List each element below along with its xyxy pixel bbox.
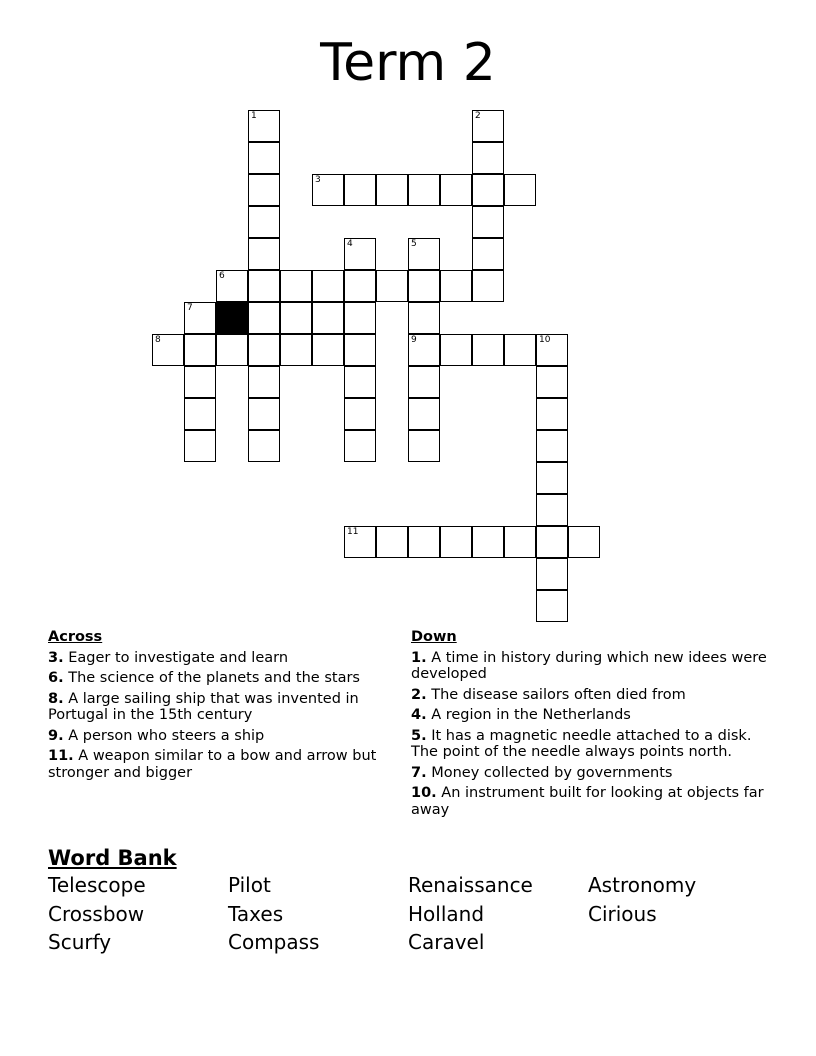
- grid-cell[interactable]: [536, 526, 568, 558]
- grid-cell[interactable]: [536, 430, 568, 462]
- clue-number-label: 6: [219, 271, 225, 281]
- word-bank-item: Renaissance: [408, 873, 533, 897]
- down-heading: Down: [411, 629, 457, 645]
- down-clue-4: [411, 707, 771, 724]
- clue-text: A region in the Netherlands: [431, 707, 631, 723]
- grid-cell[interactable]: [440, 174, 472, 206]
- clue-text: A person who steers a ship: [68, 727, 265, 744]
- grid-cell[interactable]: [344, 302, 376, 334]
- grid-cell[interactable]: [440, 526, 472, 558]
- clue-number-label: 4: [347, 239, 353, 249]
- grid-cell[interactable]: [536, 462, 568, 494]
- clue-number: 5.: [411, 727, 427, 744]
- grid-cell[interactable]: [536, 558, 568, 590]
- grid-cell[interactable]: [248, 174, 280, 206]
- clue-text: A large sailing ship that was invented in Portugal in the 15th century: [48, 690, 359, 723]
- down-clue-5: [411, 728, 771, 761]
- grid-cell[interactable]: [312, 174, 344, 206]
- grid-cell[interactable]: [184, 334, 216, 366]
- grid-cell[interactable]: [472, 270, 504, 302]
- grid-cell[interactable]: [472, 110, 504, 142]
- grid-cell[interactable]: [472, 174, 504, 206]
- grid-cell[interactable]: [536, 494, 568, 526]
- clue-text: A time in history during which new idees were developed: [411, 649, 767, 682]
- grid-cell[interactable]: [408, 270, 440, 302]
- puzzle-title: Term 2: [320, 33, 496, 93]
- grid-cell[interactable]: [440, 270, 472, 302]
- grid-cell[interactable]: [184, 430, 216, 462]
- word-bank-item: Pilot: [228, 873, 271, 897]
- grid-cell[interactable]: [216, 270, 248, 302]
- grid-cell[interactable]: [472, 142, 504, 174]
- word-bank-item: Compass: [228, 930, 320, 954]
- word-bank-item: Cirious: [588, 901, 657, 926]
- word-bank-item: Scurfy: [48, 930, 112, 954]
- grid-cell[interactable]: [536, 590, 568, 622]
- grid-cell[interactable]: [344, 398, 376, 430]
- grid-cell[interactable]: [472, 206, 504, 238]
- grid-cell[interactable]: [408, 174, 440, 206]
- grid-cell[interactable]: [376, 270, 408, 302]
- black-square: [216, 302, 248, 334]
- clue-number: 3.: [48, 649, 64, 666]
- grid-cell[interactable]: [504, 526, 536, 558]
- grid-cell[interactable]: [216, 334, 248, 366]
- grid-cell[interactable]: [248, 206, 280, 238]
- clue-number: 11.: [48, 748, 74, 764]
- clue-number-label: 9: [411, 335, 417, 345]
- word-bank-item: Caravel: [408, 930, 485, 954]
- word-bank-item: Holland: [408, 901, 485, 926]
- grid-cell[interactable]: [408, 238, 440, 270]
- clue-number: 6.: [48, 670, 64, 686]
- across-clues: [48, 629, 393, 785]
- grid-cell[interactable]: [536, 398, 568, 430]
- clue-number: 8.: [48, 690, 64, 707]
- grid-cell[interactable]: [408, 334, 440, 366]
- grid-cell[interactable]: [280, 302, 312, 334]
- grid-cell[interactable]: [248, 238, 280, 270]
- grid-cell[interactable]: [472, 526, 504, 558]
- grid-cell[interactable]: [472, 334, 504, 366]
- grid-cell[interactable]: [280, 334, 312, 366]
- grid-cell[interactable]: [376, 526, 408, 558]
- grid-cell[interactable]: [344, 238, 376, 270]
- grid-cell[interactable]: [184, 366, 216, 398]
- grid-cell[interactable]: [536, 334, 568, 366]
- across-clue-11: [48, 748, 393, 781]
- clue-text: A weapon similar to a bow and arrow but stronger and bigger: [48, 748, 377, 781]
- word-bank-item: Telescope: [48, 873, 146, 897]
- clue-number-label: 3: [315, 175, 321, 185]
- grid-cell[interactable]: [408, 526, 440, 558]
- down-clue-1: [411, 650, 771, 683]
- across-clue-9: [48, 728, 393, 745]
- grid-cell[interactable]: [408, 366, 440, 398]
- clue-number: 10.: [411, 785, 437, 801]
- grid-cell[interactable]: [408, 430, 440, 462]
- grid-cell[interactable]: [536, 366, 568, 398]
- clue-text: The science of the planets and the stars: [68, 670, 360, 686]
- grid-cell[interactable]: [312, 334, 344, 366]
- grid-cell[interactable]: [408, 398, 440, 430]
- word-bank-item: Crossbow: [48, 901, 145, 926]
- grid-cell[interactable]: [248, 270, 280, 302]
- grid-cell[interactable]: [472, 238, 504, 270]
- grid-cell[interactable]: [440, 334, 472, 366]
- down-clue-2: [411, 687, 771, 704]
- grid-cell[interactable]: [344, 366, 376, 398]
- grid-cell[interactable]: [344, 174, 376, 206]
- grid-cell[interactable]: [344, 270, 376, 302]
- clue-text: Eager to investigate and learn: [68, 649, 289, 666]
- clue-text: An instrument built for looking at objects far away: [411, 785, 764, 818]
- word-bank-title: Word Bank: [48, 846, 177, 870]
- down-clues: [411, 629, 771, 822]
- grid-cell[interactable]: [504, 174, 536, 206]
- grid-cell[interactable]: [312, 270, 344, 302]
- clue-number-label: 11: [347, 527, 359, 537]
- grid-cell[interactable]: [184, 398, 216, 430]
- clue-number-label: 1: [251, 111, 257, 121]
- grid-cell[interactable]: [248, 334, 280, 366]
- across-clue-6: [48, 670, 393, 687]
- clue-number-label: 8: [155, 335, 161, 345]
- grid-cell[interactable]: [376, 174, 408, 206]
- grid-cell[interactable]: [248, 110, 280, 142]
- word-bank-item: Astronomy: [588, 873, 697, 897]
- across-heading: Across: [48, 629, 103, 645]
- clue-number-label: 2: [475, 111, 481, 121]
- clue-number: 1.: [411, 649, 427, 666]
- grid-cell[interactable]: [408, 302, 440, 334]
- word-bank: [48, 873, 788, 959]
- clue-number-label: 7: [187, 303, 193, 313]
- clue-text: Money collected by governments: [431, 764, 673, 781]
- grid-cell[interactable]: [344, 526, 376, 558]
- clue-number: 9.: [48, 727, 64, 744]
- clue-number: 2.: [411, 686, 427, 703]
- clue-number-label: 5: [411, 239, 417, 249]
- grid-cell[interactable]: [344, 334, 376, 366]
- grid-cell[interactable]: [280, 270, 312, 302]
- clue-text: It has a magnetic needle attached to a disk. The point of the needle always points north.: [411, 727, 752, 760]
- across-clue-3: [48, 650, 393, 667]
- down-clue-10: [411, 785, 771, 818]
- grid-cell[interactable]: [312, 302, 344, 334]
- clue-number: 7.: [411, 764, 427, 781]
- grid-cell[interactable]: [152, 334, 184, 366]
- grid-cell[interactable]: [248, 430, 280, 462]
- grid-cell[interactable]: [568, 526, 600, 558]
- grid-cell[interactable]: [248, 366, 280, 398]
- grid-cell[interactable]: [344, 430, 376, 462]
- grid-cell[interactable]: [504, 334, 536, 366]
- grid-cell[interactable]: [248, 398, 280, 430]
- grid-cell[interactable]: [248, 302, 280, 334]
- grid-cell[interactable]: [184, 302, 216, 334]
- grid-cell[interactable]: [248, 142, 280, 174]
- clue-number-label: 10: [539, 335, 551, 345]
- across-clue-8: [48, 691, 393, 724]
- down-clue-7: [411, 765, 771, 782]
- clue-text: The disease sailors often died from: [431, 686, 686, 703]
- clue-number: 4.: [411, 707, 427, 723]
- word-bank-item: Taxes: [228, 901, 284, 926]
